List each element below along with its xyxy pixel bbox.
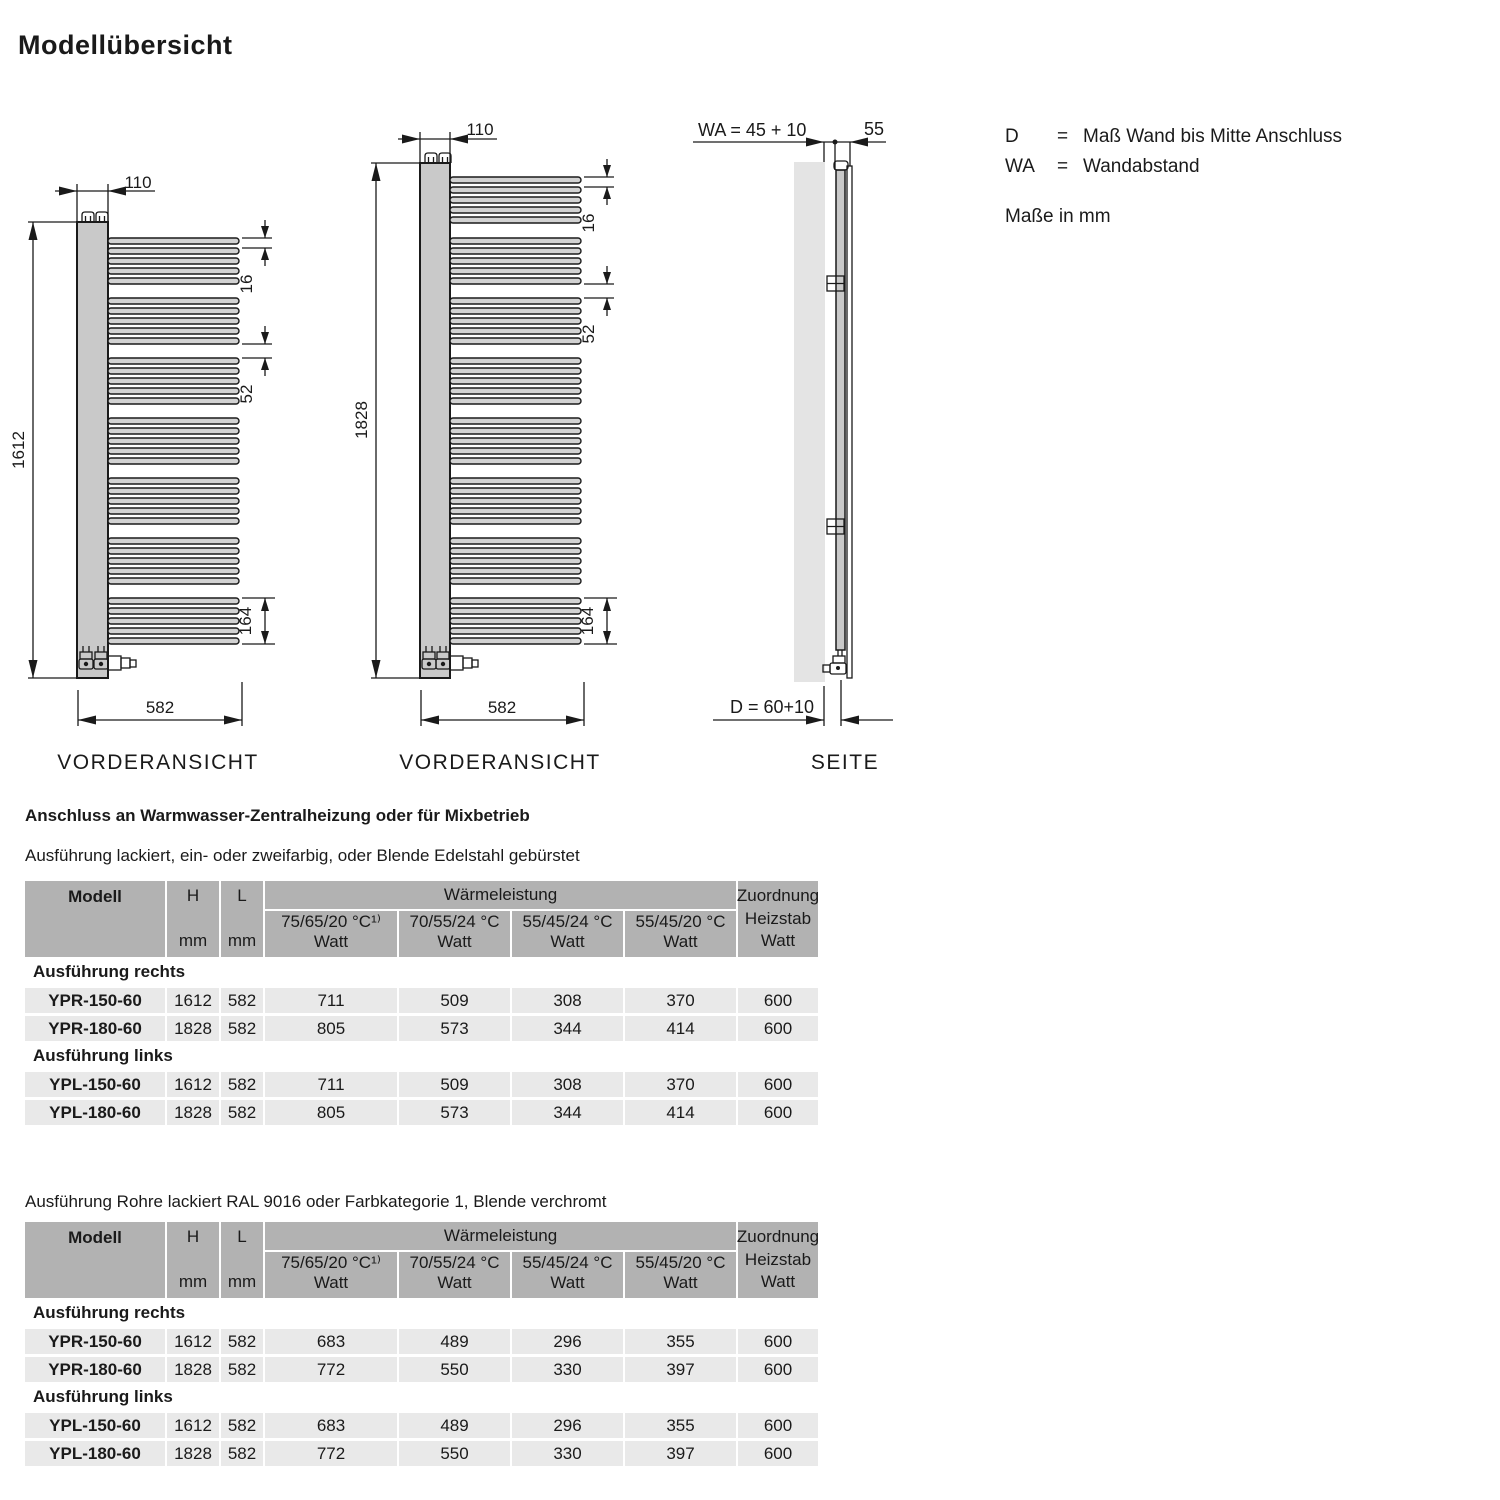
watt-unit: Watt xyxy=(437,1273,472,1292)
value-cell: 330 xyxy=(512,1357,623,1382)
dim-top-width-label: 110 xyxy=(124,173,152,192)
legend-eq-d: = xyxy=(1057,126,1069,147)
table-row xyxy=(25,1072,818,1097)
value-cell: 1612 xyxy=(167,1329,219,1354)
table-header xyxy=(25,1222,818,1298)
value-cell: 355 xyxy=(625,1329,736,1354)
watt-unit: Watt xyxy=(760,931,796,950)
watt-unit: Watt xyxy=(663,932,698,951)
table-row xyxy=(25,1100,818,1125)
front-view-2 xyxy=(352,120,617,774)
value-cell: 582 xyxy=(221,1100,263,1125)
value-cell: 1828 xyxy=(167,1357,219,1382)
value-cell: 414 xyxy=(625,1016,736,1041)
legend xyxy=(1005,122,1342,182)
value-cell: 582 xyxy=(221,1441,263,1466)
dim-gap-label: 52 xyxy=(579,324,598,344)
tube-group xyxy=(450,598,581,644)
header-temp-col xyxy=(399,911,510,957)
value-cell: 489 xyxy=(399,1413,510,1438)
header-temp-col xyxy=(625,1252,736,1298)
table-row xyxy=(25,1413,818,1438)
tube-group xyxy=(450,238,581,284)
watt-unit: Watt xyxy=(313,1273,349,1292)
tube-group xyxy=(450,538,581,584)
table-row xyxy=(25,1357,818,1382)
temp-spec: 75/65/20 °C¹⁾ xyxy=(281,912,381,931)
value-cell: 414 xyxy=(625,1100,736,1125)
table-section-label: Ausführung rechts xyxy=(33,1303,186,1322)
heizstab-label: Heizstab xyxy=(744,1249,812,1269)
value-cell: 600 xyxy=(738,1413,818,1438)
value-cell: 683 xyxy=(265,1413,397,1438)
watt-unit: Watt xyxy=(437,932,472,951)
table-section-label: Ausführung rechts xyxy=(33,962,186,981)
dim-bottom-group-label: 164 xyxy=(578,606,597,636)
mount-bracket xyxy=(96,212,108,222)
view-label-front-2: VORDERANSICHT xyxy=(399,751,601,774)
temp-spec: 55/45/20 °C xyxy=(635,912,726,931)
value-cell: 600 xyxy=(738,1072,818,1097)
header-l-label: L xyxy=(237,1227,247,1246)
table-section-label: Ausführung links xyxy=(33,1387,173,1406)
tube-group xyxy=(108,238,239,284)
value-cell: 582 xyxy=(221,1357,263,1382)
value-cell: 355 xyxy=(625,1413,736,1438)
table-1-intro: Ausführung lackiert, ein- oder zweifarbig, oder Blende Edelstahl gebürstet xyxy=(25,846,580,865)
value-cell: 308 xyxy=(512,988,623,1013)
legend-row-wa xyxy=(1005,152,1342,182)
value-cell: 683 xyxy=(265,1329,397,1354)
header-temp-col xyxy=(512,1252,623,1298)
tube-group xyxy=(108,358,239,404)
value-cell: 308 xyxy=(512,1072,623,1097)
table-header xyxy=(25,881,818,957)
temp-spec: 55/45/24 °C xyxy=(522,1253,613,1272)
dim-d-label: D = 60+10 xyxy=(730,697,815,717)
value-cell: 582 xyxy=(221,988,263,1013)
header-assign xyxy=(738,1222,818,1298)
header-l-unit: mm xyxy=(227,1272,257,1291)
header-power-group xyxy=(265,1222,736,1298)
value-cell: 573 xyxy=(399,1100,510,1125)
model-cell: YPR-150-60 xyxy=(25,1329,165,1354)
value-cell: 772 xyxy=(265,1441,397,1466)
value-cell: 1828 xyxy=(167,1016,219,1041)
header-temp-col xyxy=(512,911,623,957)
valve-icon xyxy=(823,650,846,674)
table-row xyxy=(25,1441,818,1466)
table-section-label: Ausführung links xyxy=(33,1046,173,1065)
dim-pitch-label: 16 xyxy=(579,213,598,233)
table-row xyxy=(25,988,818,1013)
model-cell: YPR-180-60 xyxy=(25,1357,165,1382)
value-cell: 550 xyxy=(399,1357,510,1382)
value-cell: 370 xyxy=(625,988,736,1013)
value-cell: 509 xyxy=(399,1072,510,1097)
header-l xyxy=(221,1222,263,1298)
page-title: Modellübersicht xyxy=(18,30,233,60)
header-model: Modell xyxy=(25,1222,165,1298)
model-cell: YPL-150-60 xyxy=(25,1413,165,1438)
legend-eq-wa: = xyxy=(1057,156,1069,177)
top-hook xyxy=(834,161,848,170)
value-cell: 344 xyxy=(512,1100,623,1125)
value-cell: 805 xyxy=(265,1016,397,1041)
header-temp-col xyxy=(625,911,736,957)
mount-bracket xyxy=(82,212,94,222)
dim-width-label: 582 xyxy=(487,698,517,717)
mount-bracket xyxy=(425,153,437,163)
legend-row-d xyxy=(1005,122,1342,152)
dim-bottom-group-label: 164 xyxy=(236,606,255,636)
tube-group xyxy=(108,298,239,344)
header-power-title: Wärmeleistung xyxy=(265,1222,736,1250)
assign-label: Zuordnung xyxy=(736,1227,820,1246)
assign-label: Zuordnung xyxy=(736,886,820,905)
table-2-intro: Ausführung Rohre lackiert RAL 9016 oder Farbkategorie 1, Blende verchromt xyxy=(25,1192,607,1211)
model-cell: YPL-150-60 xyxy=(25,1072,165,1097)
temp-spec: 70/55/24 °C xyxy=(409,912,500,931)
front-panel-profile xyxy=(847,166,852,678)
value-cell: 1612 xyxy=(167,1072,219,1097)
watt-unit: Watt xyxy=(760,1272,796,1291)
value-cell: 1612 xyxy=(167,1413,219,1438)
header-power-title: Wärmeleistung xyxy=(265,881,736,909)
temp-spec: 75/65/20 °C¹⁾ xyxy=(281,1253,381,1272)
legend-symbol-d: D xyxy=(1005,126,1019,147)
dim-height-label: 1828 xyxy=(352,401,371,439)
dim-gap-label: 52 xyxy=(237,384,256,404)
value-cell: 573 xyxy=(399,1016,510,1041)
section-heading: Anschluss an Warmwasser-Zentralheizung oder für Mixbetrieb xyxy=(25,806,530,825)
header-l-unit: mm xyxy=(227,931,257,950)
value-cell: 582 xyxy=(221,1413,263,1438)
watt-unit: Watt xyxy=(663,1273,698,1292)
dim-height-label: 1612 xyxy=(9,431,28,469)
value-cell: 296 xyxy=(512,1329,623,1354)
dim-pitch-label: 16 xyxy=(237,274,256,294)
value-cell: 330 xyxy=(512,1441,623,1466)
value-cell: 600 xyxy=(738,1357,818,1382)
heizstab-label: Heizstab xyxy=(744,908,812,928)
value-cell: 772 xyxy=(265,1357,397,1382)
value-cell: 600 xyxy=(738,1016,818,1041)
dim-top-width-label: 110 xyxy=(466,120,494,139)
header-h-label: H xyxy=(186,1227,200,1246)
tube-group xyxy=(450,177,581,223)
tube-group xyxy=(108,418,239,464)
view-label-front-1: VORDERANSICHT xyxy=(57,751,259,774)
tube-profile xyxy=(836,170,845,650)
value-cell: 600 xyxy=(738,1441,818,1466)
value-cell: 1612 xyxy=(167,988,219,1013)
model-cell: YPL-180-60 xyxy=(25,1441,165,1466)
header-model: Modell xyxy=(25,881,165,957)
value-cell: 600 xyxy=(738,1329,818,1354)
table-row xyxy=(25,1329,818,1354)
watt-unit: Watt xyxy=(550,932,585,951)
tube-group xyxy=(108,598,239,644)
value-cell: 582 xyxy=(221,1072,263,1097)
header-l xyxy=(221,881,263,957)
legend-symbol-wa: WA xyxy=(1005,156,1035,177)
header-h xyxy=(167,1222,219,1298)
value-cell: 296 xyxy=(512,1413,623,1438)
value-cell: 711 xyxy=(265,988,397,1013)
dim-depth-label: 55 xyxy=(863,119,885,139)
connection-fitting xyxy=(108,656,136,670)
model-cell: YPR-150-60 xyxy=(25,988,165,1013)
spec-table-2 xyxy=(25,1222,818,1466)
value-cell: 1828 xyxy=(167,1441,219,1466)
temp-spec: 55/45/24 °C xyxy=(522,912,613,931)
front-view-1 xyxy=(9,173,275,774)
technical-drawings xyxy=(0,0,950,800)
header-h-unit: mm xyxy=(178,931,208,950)
value-cell: 344 xyxy=(512,1016,623,1041)
header-temp-col xyxy=(265,911,397,957)
legend-text-wa: Wandabstand xyxy=(1083,156,1200,177)
tube-group xyxy=(450,298,581,344)
value-cell: 600 xyxy=(738,1100,818,1125)
value-cell: 805 xyxy=(265,1100,397,1125)
value-cell: 1828 xyxy=(167,1100,219,1125)
value-cell: 711 xyxy=(265,1072,397,1097)
model-cell: YPL-180-60 xyxy=(25,1100,165,1125)
value-cell: 509 xyxy=(399,988,510,1013)
value-cell: 582 xyxy=(221,1016,263,1041)
side-view xyxy=(693,119,893,774)
header-temp-col xyxy=(265,1252,397,1298)
value-cell: 370 xyxy=(625,1072,736,1097)
table-body xyxy=(25,1300,818,1466)
tube-group xyxy=(450,418,581,464)
wall xyxy=(794,162,825,682)
header-power-group xyxy=(265,881,736,957)
value-cell: 397 xyxy=(625,1441,736,1466)
tube-group xyxy=(450,358,581,404)
temp-spec: 55/45/20 °C xyxy=(635,1253,726,1272)
model-cell: YPR-180-60 xyxy=(25,1016,165,1041)
header-assign xyxy=(738,881,818,957)
view-label-side: SEITE xyxy=(810,751,880,774)
temp-spec: 70/55/24 °C xyxy=(409,1253,500,1272)
header-h-label: H xyxy=(186,886,200,905)
table-row xyxy=(25,1016,818,1041)
value-cell: 600 xyxy=(738,988,818,1013)
mount-bracket xyxy=(439,153,451,163)
collector-bar xyxy=(420,163,450,678)
value-cell: 550 xyxy=(399,1441,510,1466)
tube-group xyxy=(450,478,581,524)
collector-bar xyxy=(77,222,108,678)
watt-unit: Watt xyxy=(550,1273,585,1292)
value-cell: 489 xyxy=(399,1329,510,1354)
legend-text-d: Maß Wand bis Mitte Anschluss xyxy=(1083,126,1343,147)
header-h xyxy=(167,881,219,957)
header-l-label: L xyxy=(237,886,247,905)
dim-wa-label: WA = 45 + 10 xyxy=(698,120,807,140)
value-cell: 397 xyxy=(625,1357,736,1382)
dim-width-label: 582 xyxy=(145,698,175,717)
watt-unit: Watt xyxy=(313,932,349,951)
table-body xyxy=(25,959,818,1125)
header-h-unit: mm xyxy=(178,1272,208,1291)
tube-group xyxy=(108,478,239,524)
legend-units-note: Maße in mm xyxy=(1005,206,1111,227)
spec-table-1 xyxy=(25,881,818,1125)
connection-fitting xyxy=(450,656,478,670)
header-temp-col xyxy=(399,1252,510,1298)
tube-group xyxy=(108,538,239,584)
value-cell: 582 xyxy=(221,1329,263,1354)
